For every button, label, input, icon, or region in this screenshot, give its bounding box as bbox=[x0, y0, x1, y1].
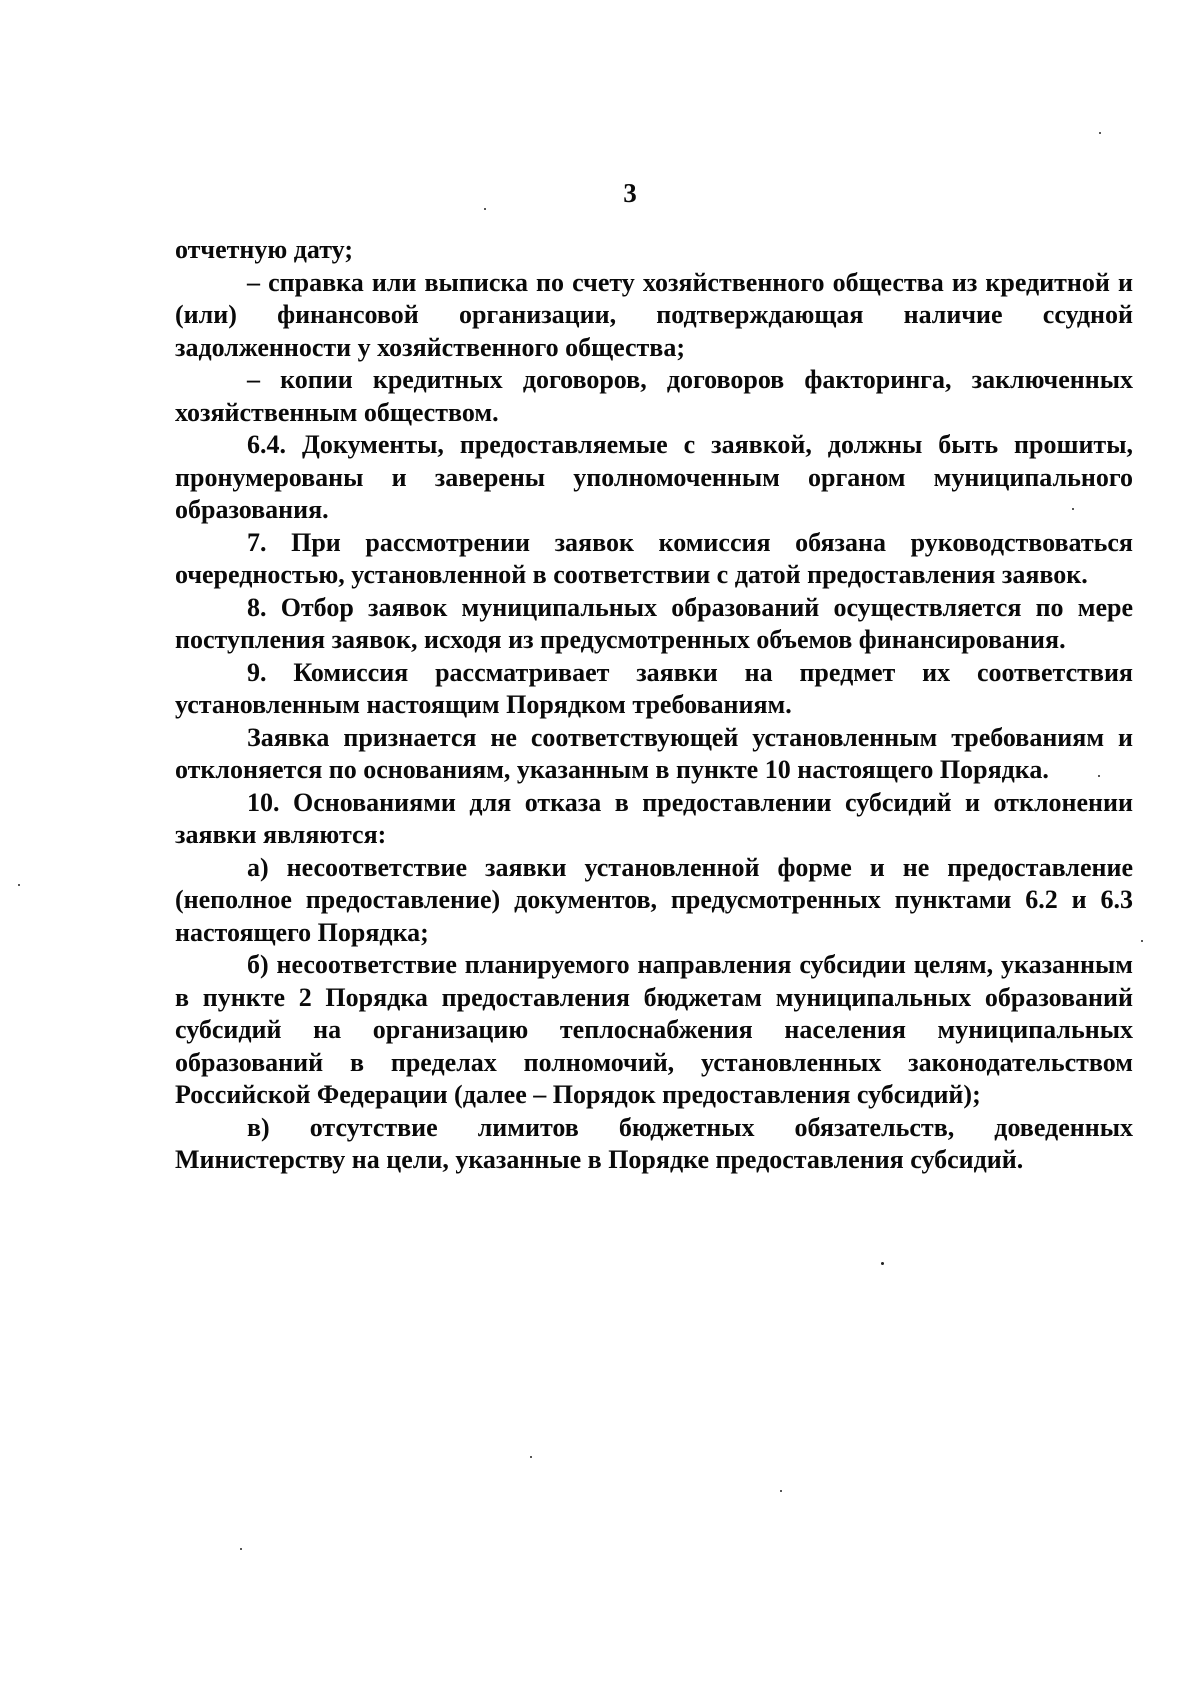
clause-10-b: б) несоответствие планируемого направления субсидии целям, указанным в пункте 2 Порядка предоставления бюджетам муниципальных образований субсидий на организацию теплоснабжения населения муниципальных образований в пределах полномочий, установленных законодательством Российской Федерации (далее – Порядок предоставления субсидий); bbox=[175, 950, 1133, 1109]
clause-10: 10. Основаниями для отказа в предоставлении субсидий и отклонении заявки являются: bbox=[175, 787, 1133, 849]
scan-speck bbox=[1098, 775, 1100, 777]
clause-7: 7. При рассмотрении заявок комиссия обязана руководствоваться очередностью, установленной в соответствии с датой предоставления заявок. bbox=[175, 527, 1133, 589]
paragraph-continuation: отчетную дату; bbox=[175, 235, 353, 264]
clause-8: 8. Отбор заявок муниципальных образований осуществляется по мере поступления заявок, исходя из предусмотренных объемов финансирования. bbox=[175, 592, 1133, 654]
scan-speck bbox=[484, 208, 486, 210]
scan-speck bbox=[1072, 508, 1074, 510]
scan-speck bbox=[18, 884, 20, 886]
clause-10-a: а) несоответствие заявки установленной форме и не предоставление (неполное предоставление) документов, предусмотренных пунктами 6.2 и 6.3 настоящего Порядка; bbox=[175, 852, 1133, 947]
scan-speck bbox=[881, 1262, 884, 1265]
clause-6-4: 6.4. Документы, предоставляемые с заявкой, должны быть прошиты, пронумерованы и заверены уполномоченным органом муниципального образования. bbox=[175, 430, 1133, 524]
page-number: 3 bbox=[623, 178, 637, 208]
scan-speck bbox=[1141, 940, 1143, 942]
clause-9: 9. Комиссия рассматривает заявки на предмет их соответствия установленным настоящим Порядком требованиям. bbox=[175, 657, 1133, 719]
document-body bbox=[175, 234, 1133, 1177]
list-item-bank-statement: – справка или выписка по счету хозяйственного общества из кредитной и (или) финансовой организации, подтверждающая наличие ссудной задолженности у хозяйственного общества; bbox=[175, 267, 1133, 362]
clause-9-rejection: Заявка признается не соответствующей установленным требованиям и отклоняется по основаниям, указанным в пункте 10 настоящего Порядка. bbox=[175, 722, 1133, 784]
scan-speck bbox=[530, 1456, 532, 1458]
clause-10-c: в) отсутствие лимитов бюджетных обязательств, доведенных Министерству на цели, указанные в Порядке предоставления субсидий. bbox=[175, 1112, 1133, 1174]
scan-speck bbox=[240, 1548, 242, 1550]
scan-speck bbox=[1099, 132, 1101, 134]
list-item-credit-contracts: – копии кредитных договоров, договоров факторинга, заключенных хозяйственным обществом. bbox=[175, 365, 1133, 427]
scan-speck bbox=[780, 1490, 782, 1492]
